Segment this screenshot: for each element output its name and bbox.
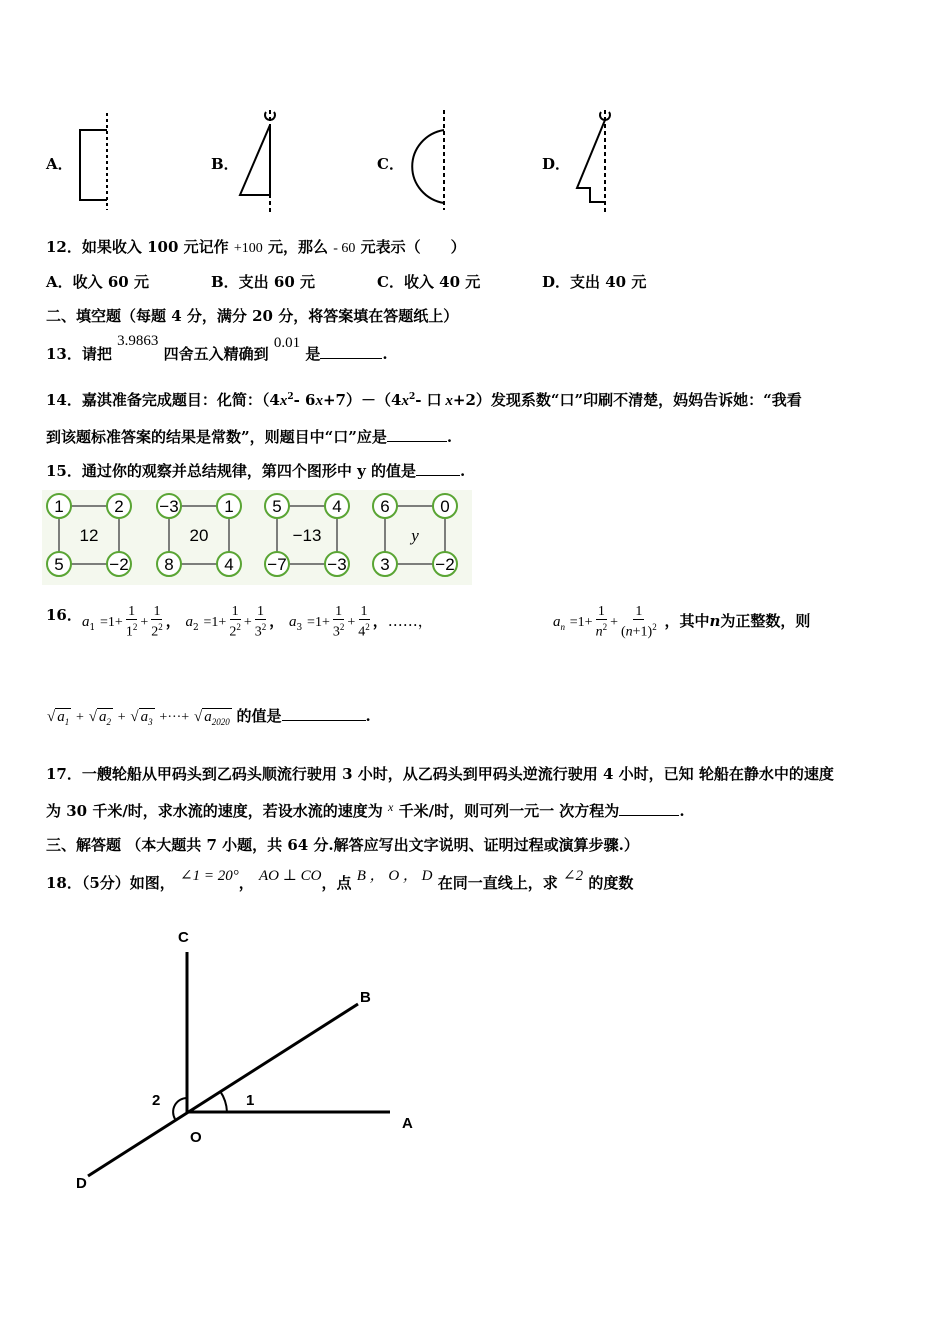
q15-value-br: 4 [224,555,234,574]
q12-text-pre: 12．如果收入 100 元记作 [46,238,229,256]
option-a-label: A． [46,155,73,173]
q16-sequence: $a_1 =1+$ $\frac{1}{1^2}$ + $\frac{1}{2^2}$ ， $a_2 =1+$ $\frac{1}{2^2}$ + $\frac{1}{3^2}$ ， $a_3 =1+$ $\frac{1}{3^2}$ + $\frac{1}{4^2}$ ，……， [82,604,433,640]
q15-text: 15．通过你的观察并总结规律，第四个图形中 y 的值是 [46,462,417,480]
q15-value-tr: 0 [440,497,450,516]
label-o: O [190,1129,202,1146]
q15-answer-blank[interactable] [416,475,460,476]
label-b: B [360,989,371,1006]
question-16 [46,608,82,666]
question-14-line-1: 14．嘉淇准备完成题目：化简：（$4x^2-$ $6x+7)-(4x^2-$ 口 x+2）发现系数“口”印刷不清楚，妈妈告诉她：“我看 [46,391,802,409]
q15-figure-4 [373,494,457,576]
q15-value-tl: 1 [54,497,64,516]
q17-text-pre: 为 30 千米/时，求水流的速度，若设水流的速度为 [46,802,383,820]
label-a: A [402,1115,413,1132]
q14-text-3: +7）－（4 [322,391,402,409]
option-a-figure [70,105,130,215]
q15-center-value: −13 [292,526,322,545]
q13-number: 3.9863 [117,333,159,349]
q15-value-br: −3 [327,555,347,574]
option-d-label: D． [542,155,571,173]
q18-diagram [60,920,440,1200]
q18-points: B ， O ， D [356,868,433,884]
angle-1-arc [220,1091,227,1112]
q12-option-a: A．收入 60 元 [46,273,149,291]
q14-text-6: 到该题标准答案的结果是常数”，则题目中“口”应是 [46,428,387,446]
q15-value-bl: 8 [164,555,174,574]
q18-mid: ，点 [321,874,352,892]
q16-sum: √ $a_1$ + √ $a_2$ + √ $a_3$ +···+ √ $a_{2020}$ 的值是 . [47,707,371,727]
q15-value-bl: 3 [380,555,390,574]
q16-suffix-var: n [709,611,721,630]
q16-general-term: $a_n =1+$ $\frac{1}{n^2}$ + $\frac{1}{(n+1)^2}$ ，其中n为正整数，则 [553,604,811,640]
q17-text-post: 千米/时，则可列一元一 次方程为 [398,802,620,820]
q16-answer-blank[interactable] [282,720,366,721]
q17-answer-blank[interactable] [619,815,679,816]
q12-option-b: B．支出 60 元 [211,273,315,291]
q14-answer-blank[interactable] [387,441,447,442]
q12-text-post: 元表示（ ） [360,238,466,256]
q15-value-bl: −7 [267,555,287,574]
section-3-title: 三、解答题 （本大题共 7 小题，共 64 分.解答应写出文字说明、证明过程或演算步骤.） [46,836,639,854]
option-d-figure [565,100,625,215]
q18-angle-1: ∠1 = 20° [180,868,239,884]
label-d: D [76,1175,87,1192]
q12-value-2: - 60 [333,241,356,256]
question-12 [46,236,466,257]
option-b-label: B． [211,155,239,173]
q15-value-tr: 1 [224,497,234,516]
question-13: 13．请把 3.9863 四舍五入精确到 0.01 是 . [46,333,388,363]
q15-center-value: y [411,526,419,545]
q13-precision: 0.01 [273,335,301,351]
label-c: C [178,929,189,946]
q15-value-br: −2 [435,555,455,574]
option-c-label: C． [377,155,404,173]
q13-post: 是 [305,345,321,363]
q15-value-br: −2 [109,555,129,574]
q16-dots: ……， [387,611,433,630]
label-angle-2: 2 [152,1092,161,1109]
q15-value-tr: 2 [114,497,124,516]
q15-value-tr: 4 [332,497,342,516]
q14-text-1: 14．嘉淇准备完成题目：化简：（4 [46,391,280,409]
q16-label: 16． [46,606,82,624]
q18-angle-2: ∠2 [563,868,584,884]
q18-pre: 18．（5分）如图， [46,874,175,892]
q18-end: 的度数 [588,874,634,892]
q12-option-c: C．收入 40 元 [377,273,481,291]
question-17-line-1: 17．一艘轮船从甲码头到乙码头顺流行驶用 3 小时，从乙码头到甲码头逆流行驶用 4 小时，已知 轮船在静水中的速度 [46,765,834,783]
q14-text-4: - 口 [415,391,442,409]
question-14-line-2: 到该题标准答案的结果是常数”，则题目中“口”应是 . [46,428,453,446]
q18-post: 在同一直线上，求 [437,874,558,892]
q15-center-value: 12 [79,526,99,545]
line-bd [88,1004,358,1176]
q12-option-d: D．支出 40 元 [542,273,647,291]
option-b-figure [230,100,290,215]
q15-figure-1 [47,494,131,576]
question-15: 15．通过你的观察并总结规律，第四个图形中 y 的值是 . [46,462,466,480]
q16-suffix-post: 为正整数，则 [720,611,811,630]
question-18: 18．（5分）如图， ∠1 = 20°， AO ⊥ CO，点 B ， O ， D 在同一直线上，求 ∠2 的度数 [46,868,634,892]
q13-answer-blank[interactable] [320,358,382,359]
section-2-title: 二、填空题（每题 4 分，满分 20 分，将答案填在答题纸上） [46,307,459,325]
q15-value-bl: 5 [54,555,64,574]
q12-text-mid: 元，那么 [268,238,329,256]
label-angle-1: 1 [246,1092,255,1109]
q15-figures [42,490,472,585]
q13-pre: 13．请把 [46,345,112,363]
q17-var-x: x [388,800,394,814]
q15-figure-2 [157,494,241,576]
q13-mid: 四舍五入精确到 [163,345,269,363]
q16-sum-post: 的值是 [236,707,282,725]
q14-text-5: +2）发现系数“口”印刷不清楚，妈妈告诉她：“我看 [452,391,802,409]
q18-perp: AO ⊥ CO [258,868,322,884]
q12-value-1: +100 [233,241,263,256]
q15-figure-3 [265,494,349,576]
q15-value-tl: 5 [272,497,282,516]
q14-text-2: - 6 [293,391,316,409]
option-c-figure [400,105,460,215]
question-17-line-2: 为 30 千米/时，求水流的速度，若设水流的速度为 $^x$ 千米/时，则可列一元一 次方程为 . [46,800,685,820]
q15-value-tl: −3 [159,497,179,516]
q15-value-tl: 6 [380,497,390,516]
q16-suffix-pre: ，其中 [664,611,710,630]
q15-center-value: 20 [189,526,209,545]
